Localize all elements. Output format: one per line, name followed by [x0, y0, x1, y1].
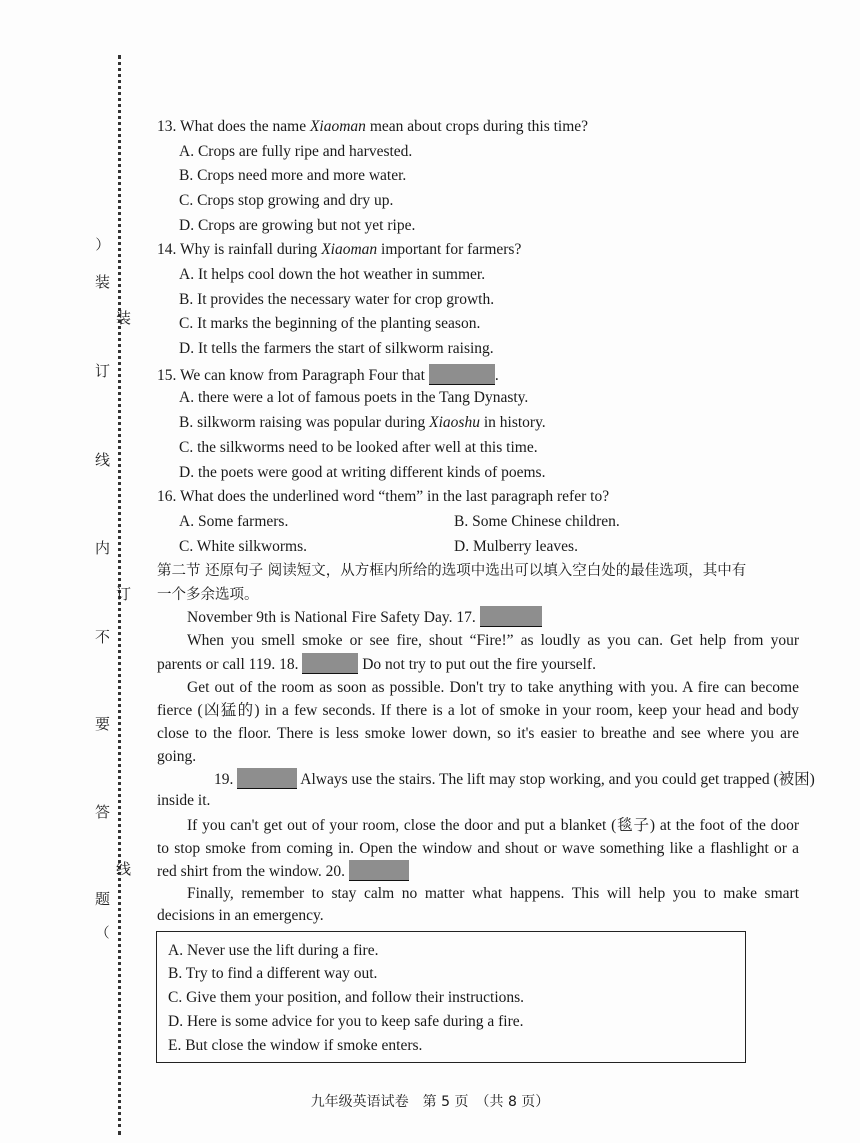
- passage-paragraph-5: red shirt from the window. 20.: [157, 860, 409, 882]
- box-option-b: B. Try to find a different way out.: [168, 965, 378, 982]
- passage-paragraph-5: If you can't get out of your room, close the door and put a blanket (毯子) at the foot of the door: [187, 817, 799, 834]
- question-14-stem: 14. Why is rainfall during Xiaoman important for farmers?: [157, 241, 522, 258]
- binding-paren-open: ︵: [93, 237, 109, 251]
- passage-paragraph-6: decisions in an emergency.: [157, 907, 324, 924]
- passage-paragraph-1: November 9th is National Fire Safety Day. 17.: [187, 606, 542, 628]
- question-16-option: B. Some Chinese children.: [454, 513, 620, 530]
- binding-char: 要: [95, 715, 111, 733]
- passage-paragraph-3: close to the floor. There is less smoke lower down, so it's easier to breathe and see where you are: [157, 725, 799, 742]
- binding-inner-char: 装: [116, 309, 132, 327]
- binding-paren-close: ︶: [93, 925, 109, 939]
- question-14-option: B. It provides the necessary water for crop growth.: [179, 291, 495, 308]
- question-15-option: A. there were a lot of famous poets in the Tang Dynasty.: [179, 389, 529, 406]
- box-option-c: C. Give them your position, and follow their instructions.: [168, 989, 525, 1006]
- question-16-stem: 16. What does the underlined word “them” in the last paragraph refer to?: [157, 488, 610, 505]
- passage-paragraph-3: Get out of the room as soon as possible. Don't try to take anything with you. A fire can become: [187, 679, 799, 696]
- question-13-option: A. Crops are fully ripe and harvested.: [179, 143, 413, 160]
- question-15-option: D. the poets were good at writing different kinds of poems.: [179, 464, 546, 481]
- binding-char: 题: [95, 890, 111, 908]
- passage-paragraph-3: fierce (凶猛的) in a few seconds. If there is a lot of smoke in your room, keep your head and body: [157, 702, 799, 719]
- binding-char: 内: [95, 539, 111, 557]
- question-14-option: D. It tells the farmers the start of silkworm raising.: [179, 340, 494, 357]
- question-16-option: D. Mulberry leaves.: [454, 538, 578, 555]
- answer-blank-19: [237, 768, 297, 789]
- question-13-option: D. Crops are growing but not yet ripe.: [179, 217, 416, 234]
- binding-char: 订: [95, 362, 111, 380]
- box-option-d: D. Here is some advice for you to keep safe during a fire.: [168, 1013, 524, 1030]
- answer-blank-20: [349, 860, 409, 881]
- passage-paragraph-5: to stop smoke from coming in. Open the window and shout or wave something like a flashlight or a: [157, 840, 799, 857]
- question-16-option: C. White silkworms.: [179, 538, 308, 555]
- question-13-option: C. Crops stop growing and dry up.: [179, 192, 394, 209]
- binding-inner-char: 订: [116, 585, 132, 603]
- options-box: [156, 931, 746, 1063]
- box-option-a: A. Never use the lift during a fire.: [168, 942, 379, 959]
- binding-inner-char: 线: [116, 860, 132, 878]
- question-14-option: C. It marks the beginning of the planting season.: [179, 315, 481, 332]
- passage-paragraph-4: 19. Always use the stairs. The lift may stop working, and you could get trapped (被困): [187, 768, 815, 790]
- box-option-e: E. But close the window if smoke enters.: [168, 1037, 423, 1054]
- answer-blank-18: [302, 653, 358, 674]
- question-14-option: A. It helps cool down the hot weather in summer.: [179, 266, 486, 283]
- section-2-instruction: 第二节 还原句子 阅读短文，从方框内所给的选项中选出可以填入空白处的最佳选项，其中有: [157, 563, 747, 579]
- question-15-option: C. the silkworms need to be looked after well at this time.: [179, 439, 538, 456]
- question-15-option: B. silkworm raising was popular during Xiaoshu in history.: [179, 414, 546, 431]
- question-13-stem: 13. What does the name Xiaoman mean about crops during this time?: [157, 118, 589, 135]
- binding-char: 装: [95, 273, 111, 291]
- page-footer: 九年级英语试卷 第 5 页 （共 8 页）: [310, 1094, 550, 1110]
- passage-paragraph-4: inside it.: [157, 792, 211, 809]
- binding-char: 线: [95, 451, 111, 469]
- answer-blank-15: [429, 364, 495, 385]
- answer-blank-17: [480, 606, 542, 627]
- passage-paragraph-6: Finally, remember to stay calm no matter what happens. This will help you to make smart: [187, 885, 799, 902]
- binding-char: 不: [95, 628, 111, 646]
- passage-paragraph-3: going.: [157, 748, 197, 765]
- question-16-option: A. Some farmers.: [179, 513, 289, 530]
- binding-char: 答: [95, 803, 111, 821]
- section-2-instruction: 一个多余选项。: [157, 587, 259, 603]
- question-13-option: B. Crops need more and more water.: [179, 167, 407, 184]
- passage-paragraph-2: parents or call 119. 18. Do not try to put out the fire yourself.: [157, 653, 596, 675]
- passage-paragraph-2: When you smell smoke or see fire, shout “Fire!” as loudly as you can. Get help from your: [187, 632, 799, 649]
- question-15-stem: 15. We can know from Paragraph Four that .: [157, 364, 499, 386]
